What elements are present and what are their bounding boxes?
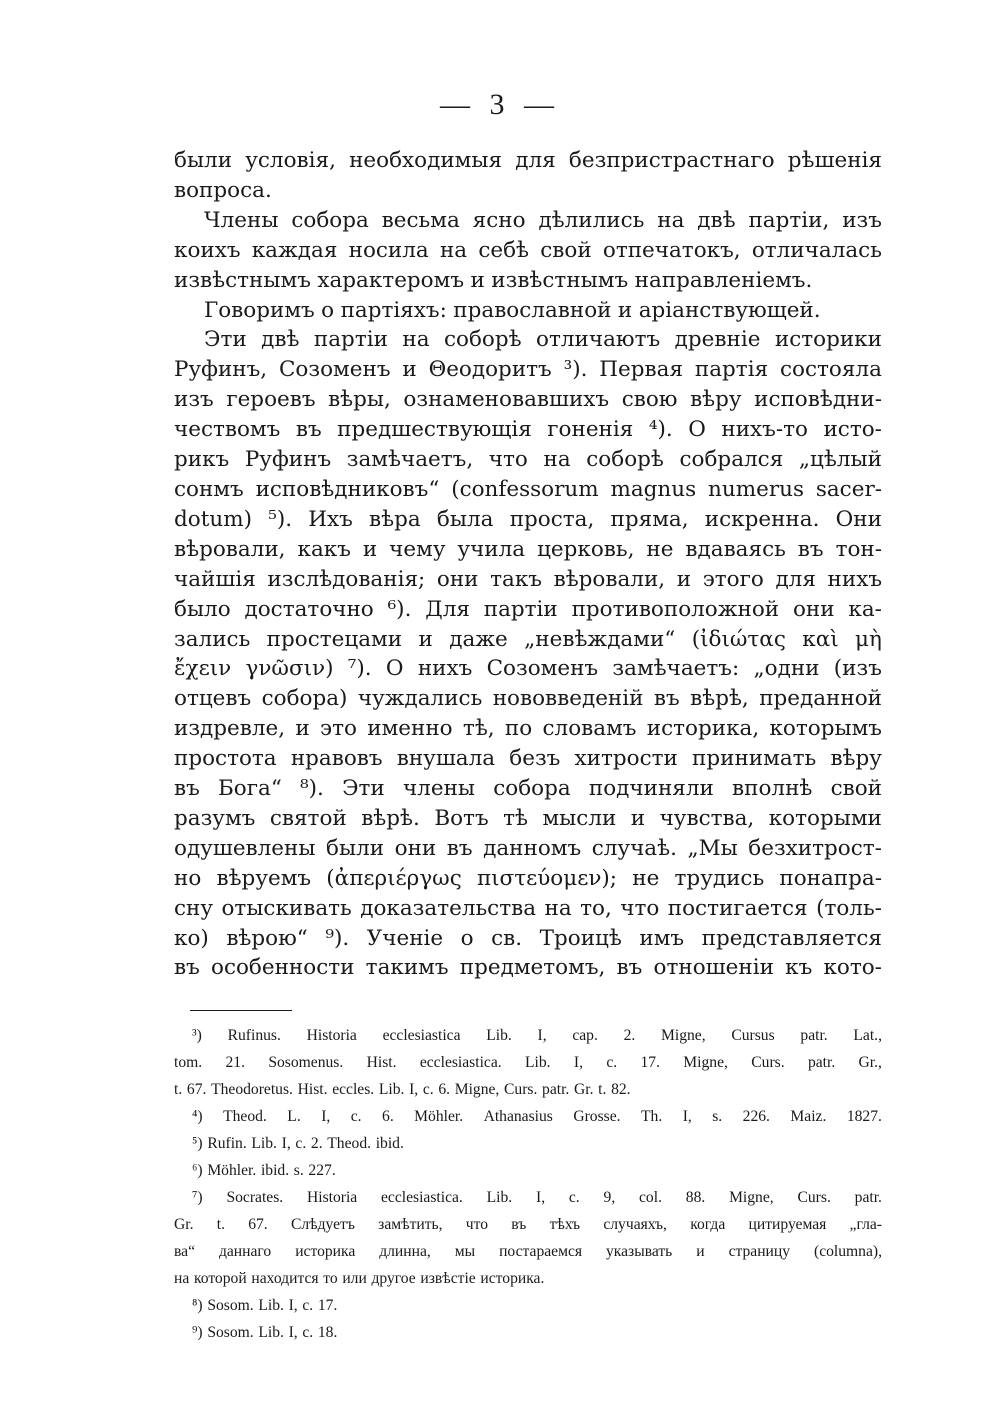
text-line: одушевлены были они въ данномъ случаѣ. „Мы безхитрост- — [174, 835, 882, 861]
footnote-line: ва“ даннаго историка длинна, мы постараемся указывать и страницу (columna), — [174, 1243, 882, 1260]
text-line: издревле, и это именно тѣ, по словамъ историка, которымъ — [174, 716, 882, 742]
text-line: разумъ святой вѣрѣ. Вотъ тѣ мысли и чувства, которыми — [174, 805, 882, 831]
text-line: въ особенности такимъ предметомъ, въ отношеніи къ кото- — [174, 955, 882, 981]
text-line: ἔχειν γνῶσιν) ⁷). О нихъ Созоменъ замѣчаетъ: „одни (изъ — [174, 656, 882, 682]
text-line: сонмъ исповѣдниковъ“ (confessorum magnus numerus sacer- — [174, 476, 882, 502]
text-line: чайшія изслѣдованія; они такъ вѣровали, и этого для нихъ — [174, 566, 882, 592]
text-line: рикъ Руфинъ замѣчаетъ, что на соборѣ собрался „цѣлый — [174, 447, 882, 473]
text-line: Эти двѣ партіи на соборѣ отличаютъ древніе историки — [204, 327, 882, 353]
text-line: вѣровали, какъ и чему учила церковь, не вдаваясь въ тон- — [174, 536, 882, 562]
text-line: коихъ каждая носила на себѣ свой отпечатокъ, отличалась — [174, 237, 882, 263]
text-line: въ Бога“ ⁸). Эти члены собора подчиняли вполнѣ свой — [174, 776, 882, 802]
footnote-line: ⁷) Socrates. Historia ecclesiastica. Lib. I, c. 9, col. 88. Migne, Curs. patr. — [192, 1189, 882, 1206]
main-text — [174, 146, 882, 983]
text-line: зались простецами и даже „невѣждами“ (ἰδιώτας καὶ μὴ — [174, 626, 882, 652]
footnote-line: на которой находится то или другое извѣстіе историка. — [174, 1270, 545, 1287]
text-line: но вѣруемъ (ἀπεριέργως πιστεύομεν); не трудись понапра- — [174, 865, 882, 891]
text-line: Руфинъ, Созоменъ и Θеодоритъ ³). Первая партія состояла — [174, 357, 882, 383]
footnote-line: ⁹) Sosom. Lib. I, c. 18. — [192, 1324, 338, 1341]
text-line: чествомъ въ предшествующія гоненія ⁴). О нихъ-то исто- — [174, 417, 882, 443]
text-line: Говоримъ о партіяхъ: православной и аріанствующей. — [204, 297, 821, 323]
text-line: dotum) ⁵). Ихъ вѣра была проста, пряма, искренна. Они — [174, 506, 882, 532]
text-line: простота нравовъ внушала безъ хитрости принимать вѣру — [174, 746, 882, 772]
text-line: изъ героевъ вѣры, ознаменовавшихъ свою вѣру исповѣдни- — [174, 387, 882, 413]
text-line: отцевъ собора) чуждались нововведеній въ вѣрѣ, преданной — [174, 686, 882, 712]
footnotes — [174, 1022, 882, 1346]
text-line: извѣстнымъ характеромъ и извѣстнымъ направленіемъ. — [174, 267, 813, 293]
text-line: вопроса. — [174, 177, 272, 203]
footnote-line: ⁶) Möhler. ibid. s. 227. — [192, 1162, 336, 1179]
text-line: было достаточно ⁶). Для партіи противоположной они ка- — [174, 596, 882, 622]
footnote-line: ⁸) Sosom. Lib. I, c. 17. — [192, 1297, 338, 1314]
text-line: были условія, необходимыя для безпристрастнаго рѣшенія — [174, 148, 882, 173]
text-line: сну отыскивать доказательства на то, что постигается (толь- — [174, 895, 882, 921]
footnote-line: tom. 21. Sosomenus. Hist. ecclesiastica. Lib. I, c. 17. Migne, Curs. patr. Gr., — [174, 1054, 882, 1071]
text-line: ко) вѣрою“ ⁹). Ученіе о св. Троицѣ имъ представляется — [174, 925, 882, 951]
footnote-line: ³) Rufinus. Historia ecclesiastica Lib. I, cap. 2. Migne, Cursus patr. Lat., — [192, 1027, 882, 1044]
page-number: — 3 — — [440, 88, 560, 121]
footnote-separator — [190, 1010, 292, 1011]
text-line: Члены собора весьма ясно дѣлились на двѣ партіи, изъ — [204, 207, 882, 233]
footnote-line: ⁵) Rufin. Lib. I, c. 2. Theod. ibid. — [192, 1135, 404, 1152]
footnote-line: Gr. t. 67. Слѣдуетъ замѣтить, что въ тѣхъ случаяхъ, когда цитируемая „гла- — [174, 1216, 882, 1233]
footnote-line: t. 67. Theodoretus. Hist. eccles. Lib. I, c. 6. Migne, Curs. patr. Gr. t. 82. — [174, 1081, 631, 1098]
footnote-line: ⁴) Theod. L. I, c. 6. Möhler. Athanasius Grosse. Th. I, s. 226. Maiz. 1827. — [192, 1108, 882, 1125]
